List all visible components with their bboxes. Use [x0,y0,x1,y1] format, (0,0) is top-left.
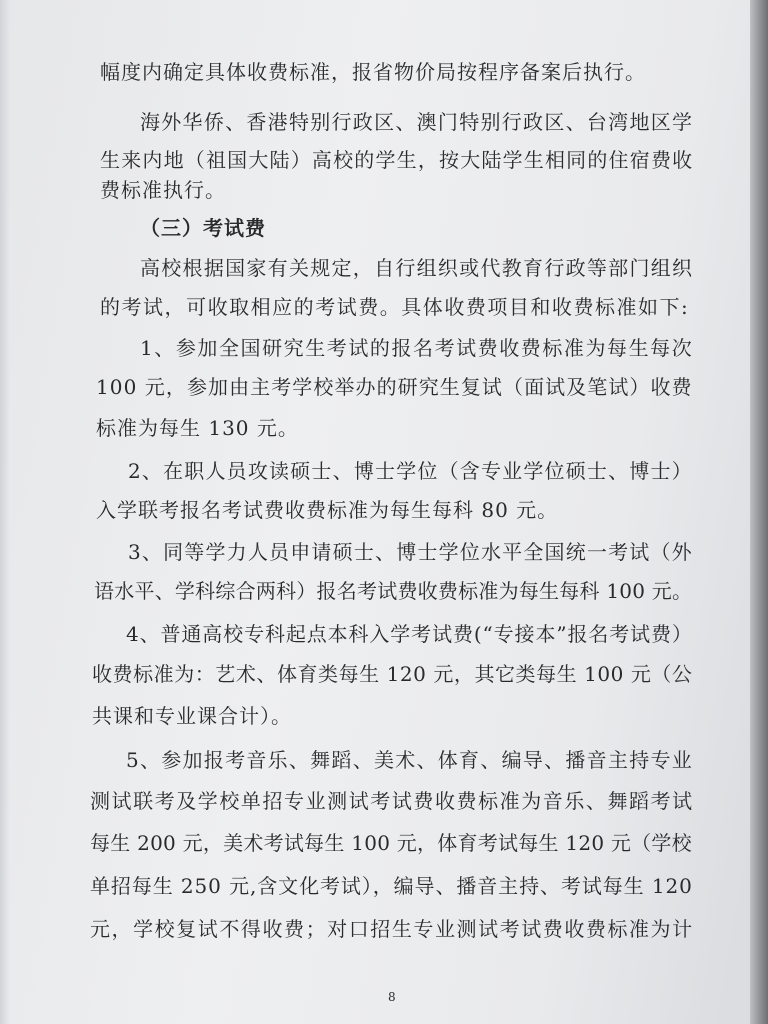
page-edge [750,0,768,1024]
text-line: 100 元，参加由主考学校举办的研究生复试（面试及笔试）收费 [96,375,693,399]
text-line: 元，学校复试不得收费；对口招生专业测试考试费收费标准为计 [90,917,694,941]
text-line: 语水平、学科综合两科）报名考试费收费标准为每生每科 100 元。 [94,579,693,603]
text-line: 测试联考及学校单招专业测试考试费收费标准为音乐、舞蹈考试 [90,789,694,813]
page-shadow [0,0,10,1024]
text-line: 标准为每生 130 元。 [96,416,299,440]
text-line: 2、在职人员攻读硕士、博士学位（含专业学位硕士、博士） [128,459,693,483]
text-line: 的考试，可收取相应的考试费。具体收费项目和收费标准如下: [100,295,690,319]
text-line: 高校根据国家有关规定，自行组织或代教育行政等部门组织 [140,256,694,280]
text-line: 入学联考报名考试费收费标准为每生每科 80 元。 [96,498,559,522]
section-heading: （三）考试费 [140,216,266,240]
page-number: 8 [388,990,396,1004]
text-line: 收费标准为：艺术、体育类每生 120 元，其它类每生 100 元（公 [92,662,693,686]
text-line: 费标准执行。 [100,178,226,202]
text-line: 4、普通高校专科起点本科入学考试费(“专接本”报名考试费） [126,622,693,646]
text-line: 海外华侨、香港特别行政区、澳门特别行政区、台湾地区学 [140,110,694,134]
text-line: 每生 200 元，美术考试每生 100 元，体育考试每生 120 元（学校 [90,831,692,855]
text-line: 幅度内确定具体收费标准，报省物价局按程序备案后执行。 [100,60,646,84]
text-line: 共课和专业课合计）。 [92,704,292,728]
text-line: 5、参加报考音乐、舞蹈、美术、体育、编导、播音主持专业 [126,748,694,772]
text-line: 单招每生 250 元,含文化考试），编导、播音主持、考试每生 120 [90,874,693,898]
text-line: 生来内地（祖国大陆）高校的学生，按大陆学生相同的住宿费收 [100,148,694,172]
text-line: 1、参加全国研究生考试的报名考试费收费标准为每生每次 [140,336,694,360]
text-line: 3、同等学力人员申请硕士、博士学位水平全国统一考试（外 [128,540,693,564]
